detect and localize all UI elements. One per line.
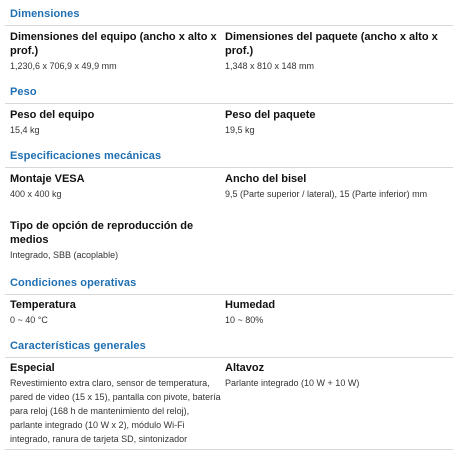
section-title-weight: Peso [10, 86, 37, 98]
spec-value: 1,348 x 810 x 148 mm [225, 61, 315, 71]
divider [5, 357, 453, 358]
spec-speaker [225, 361, 450, 390]
spec-bezel-width [225, 172, 450, 201]
divider [5, 25, 453, 26]
spec-value: 10 ~ 80% [225, 315, 264, 325]
spec-value: Integrado, SBB (acoplable) [10, 250, 119, 260]
spec-special [10, 361, 222, 446]
spec-value: Parlante integrado (10 W + 10 W) [225, 378, 360, 388]
spec-value: 400 x 400 kg [10, 189, 62, 199]
section-title-dimensions: Dimensiones [10, 8, 80, 20]
spec-label: Dimensiones del equipo (ancho x alto x prof.) [10, 31, 217, 57]
spec-value: 0 ~ 40 °C [10, 315, 48, 325]
spec-label: Ancho del bisel [225, 173, 307, 185]
spec-label: Humedad [225, 299, 276, 311]
spec-label: Montaje VESA [10, 173, 85, 185]
divider [5, 294, 453, 295]
section-title-mechanical: Especificaciones mecánicas [10, 150, 162, 162]
spec-label: Peso del equipo [10, 109, 95, 121]
spec-value: Revestimiento extra claro, sensor de temperatura, pared de video (15 x 15), pantalla con pivote, batería para reloj (168 h de mantenimiento del reloj), parlante integrado (10 W x 2), módulo Wi-Fi integrado, ranura de tarjeta SD, sintonizador [10, 378, 221, 444]
spec-value: 9,5 (Parte superior / lateral), 15 (Parte inferior) mm [225, 189, 428, 199]
spec-value: 19,5 kg [225, 125, 255, 135]
spec-media-playback [10, 219, 210, 262]
spec-equipment-dimensions [10, 30, 220, 73]
spec-label: Altavoz [225, 362, 265, 374]
spec-package-weight [225, 108, 450, 137]
spec-label: Dimensiones del paquete (ancho x alto x prof.) [225, 31, 438, 57]
divider [5, 167, 453, 168]
spec-temperature [10, 298, 220, 327]
spec-equipment-weight [10, 108, 220, 137]
spec-value: 15,4 kg [10, 125, 40, 135]
spec-label: Peso del paquete [225, 109, 316, 121]
spec-package-dimensions [225, 30, 450, 73]
section-title-general: Características generales [10, 340, 146, 352]
spec-label: Tipo de opción de reproducción de medios [10, 220, 194, 246]
spec-humidity [225, 298, 450, 327]
spec-value: 1,230,6 x 706,9 x 49,9 mm [10, 61, 117, 71]
spec-vesa-mount [10, 172, 220, 201]
divider [5, 103, 453, 104]
section-title-operating: Condiciones operativas [10, 277, 137, 289]
divider [5, 449, 453, 450]
spec-label: Especial [10, 362, 55, 374]
spec-label: Temperatura [10, 299, 76, 311]
